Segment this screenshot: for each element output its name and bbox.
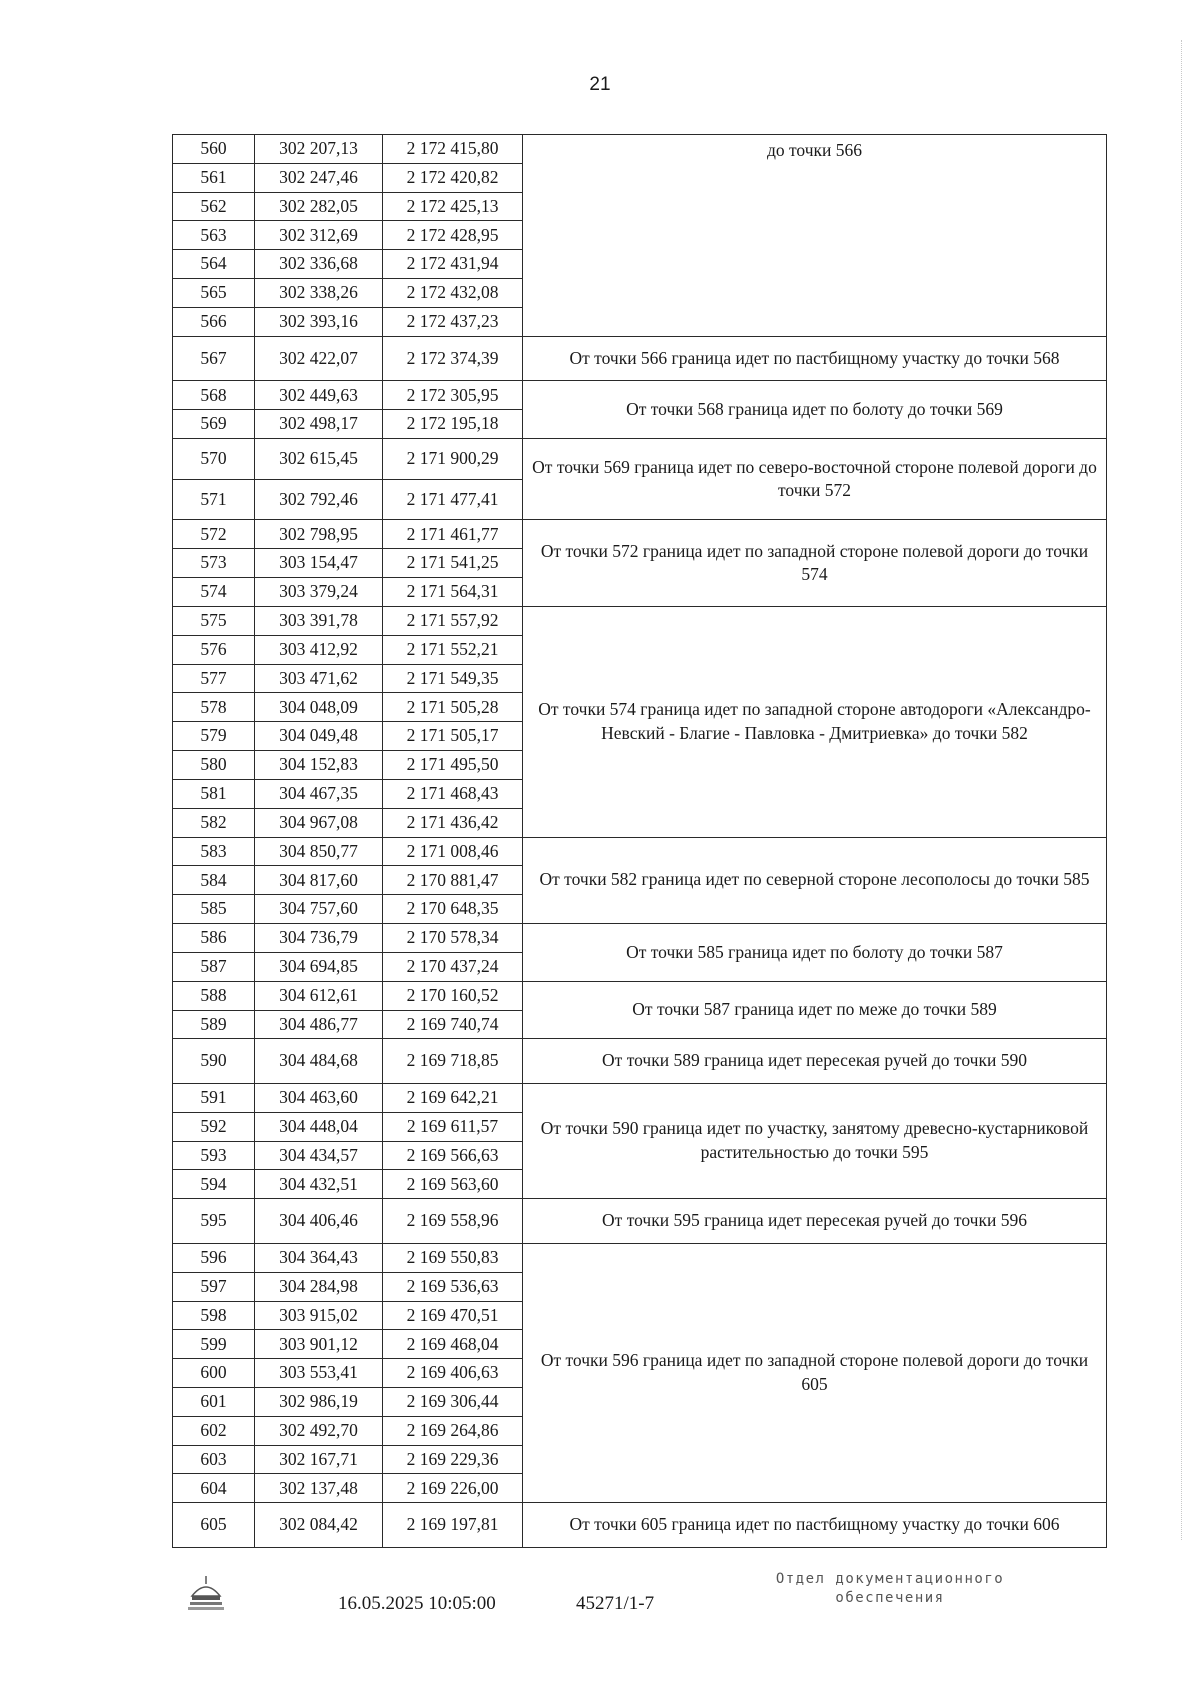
cell-y: 2 169 306,44 <box>383 1388 523 1417</box>
cell-point: 575 <box>173 606 255 635</box>
cell-point: 561 <box>173 163 255 192</box>
cell-y: 2 169 470,51 <box>383 1301 523 1330</box>
cell-point: 583 <box>173 837 255 866</box>
cell-x: 304 406,46 <box>255 1199 383 1244</box>
department-line-2: обеспечения <box>835 1589 945 1606</box>
table-row <box>173 1083 1107 1112</box>
cell-y: 2 172 437,23 <box>383 307 523 336</box>
cell-y: 2 170 881,47 <box>383 866 523 895</box>
cell-x: 302 312,69 <box>255 221 383 250</box>
cell-y: 2 172 431,94 <box>383 250 523 279</box>
cell-y: 2 169 718,85 <box>383 1039 523 1084</box>
cell-boundary-description: От точки 595 граница идет пересекая ручей до точки 596 <box>523 1199 1107 1244</box>
cell-point: 587 <box>173 952 255 981</box>
cell-point: 600 <box>173 1359 255 1388</box>
cell-y: 2 172 305,95 <box>383 381 523 410</box>
cell-point: 598 <box>173 1301 255 1330</box>
cell-y: 2 169 563,60 <box>383 1170 523 1199</box>
cell-y: 2 171 461,77 <box>383 520 523 549</box>
cell-x: 304 467,35 <box>255 779 383 808</box>
cell-point: 580 <box>173 751 255 780</box>
cell-x: 304 152,83 <box>255 751 383 780</box>
cell-x: 303 553,41 <box>255 1359 383 1388</box>
cell-point: 563 <box>173 221 255 250</box>
cell-boundary-description: От точки 568 граница идет по болоту до точки 569 <box>523 381 1107 439</box>
cell-point: 565 <box>173 279 255 308</box>
cell-point: 572 <box>173 520 255 549</box>
cell-y: 2 169 197,81 <box>383 1503 523 1548</box>
table-row <box>173 1243 1107 1272</box>
cell-point: 594 <box>173 1170 255 1199</box>
cell-x: 304 817,60 <box>255 866 383 895</box>
cell-y: 2 172 374,39 <box>383 336 523 381</box>
cell-point: 601 <box>173 1388 255 1417</box>
cell-y: 2 169 406,63 <box>383 1359 523 1388</box>
cell-x: 304 486,77 <box>255 1010 383 1039</box>
cell-boundary-description: От точки 566 граница идет по пастбищному участку до точки 568 <box>523 336 1107 381</box>
cell-x: 304 434,57 <box>255 1141 383 1170</box>
cell-x: 302 422,07 <box>255 336 383 381</box>
cell-x: 304 364,43 <box>255 1243 383 1272</box>
cell-point: 585 <box>173 895 255 924</box>
cell-x: 302 498,17 <box>255 410 383 439</box>
cell-point: 582 <box>173 808 255 837</box>
table-row <box>173 1503 1107 1548</box>
cell-x: 304 048,09 <box>255 693 383 722</box>
cell-y: 2 169 468,04 <box>383 1330 523 1359</box>
cell-boundary-description: От точки 605 граница идет по пастбищному участку до точки 606 <box>523 1503 1107 1548</box>
table-row <box>173 981 1107 1010</box>
table-row <box>173 606 1107 635</box>
table-row <box>173 381 1107 410</box>
cell-point: 592 <box>173 1112 255 1141</box>
cell-x: 302 282,05 <box>255 192 383 221</box>
cell-y: 2 172 425,13 <box>383 192 523 221</box>
cell-point: 560 <box>173 135 255 164</box>
cell-point: 569 <box>173 410 255 439</box>
coordinates-table-wrapper <box>172 134 1106 1548</box>
cell-y: 2 171 468,43 <box>383 779 523 808</box>
cell-point: 591 <box>173 1083 255 1112</box>
cell-point: 576 <box>173 635 255 664</box>
cell-y: 2 171 557,92 <box>383 606 523 635</box>
cell-point: 603 <box>173 1445 255 1474</box>
cell-x: 303 901,12 <box>255 1330 383 1359</box>
cell-x: 302 167,71 <box>255 1445 383 1474</box>
cell-boundary-description: От точки 572 граница идет по западной стороне полевой дороги до точки 574 <box>523 520 1107 606</box>
table-row <box>173 520 1107 549</box>
footer-department-stamp <box>740 1570 1040 1608</box>
cell-x: 302 798,95 <box>255 520 383 549</box>
cell-point: 584 <box>173 866 255 895</box>
cell-boundary-description: От точки 574 граница идет по западной стороне автодороги «Александро-Невский - Благие - Павловка - Дмитриевка» до точки 582 <box>523 606 1107 837</box>
table-row <box>173 336 1107 381</box>
cell-x: 302 986,19 <box>255 1388 383 1417</box>
cell-y: 2 172 420,82 <box>383 163 523 192</box>
cell-y: 2 169 536,63 <box>383 1272 523 1301</box>
cell-x: 302 393,16 <box>255 307 383 336</box>
cell-x: 304 612,61 <box>255 981 383 1010</box>
cell-y: 2 171 552,21 <box>383 635 523 664</box>
cell-point: 589 <box>173 1010 255 1039</box>
cell-x: 302 336,68 <box>255 250 383 279</box>
cell-point: 562 <box>173 192 255 221</box>
cell-point: 593 <box>173 1141 255 1170</box>
cell-x: 303 391,78 <box>255 606 383 635</box>
cell-point: 568 <box>173 381 255 410</box>
table-row <box>173 837 1107 866</box>
coordinates-table <box>172 134 1107 1548</box>
table-row <box>173 1199 1107 1244</box>
cell-x: 302 449,63 <box>255 381 383 410</box>
cell-point: 567 <box>173 336 255 381</box>
cell-point: 571 <box>173 479 255 520</box>
cell-y: 2 171 436,42 <box>383 808 523 837</box>
cell-point: 574 <box>173 578 255 607</box>
cell-y: 2 171 564,31 <box>383 578 523 607</box>
cell-y: 2 169 642,21 <box>383 1083 523 1112</box>
cell-y: 2 169 229,36 <box>383 1445 523 1474</box>
emblem-logo-icon <box>184 1570 228 1614</box>
cell-point: 602 <box>173 1416 255 1445</box>
cell-x: 303 412,92 <box>255 635 383 664</box>
table-row <box>173 924 1107 953</box>
cell-x: 303 154,47 <box>255 549 383 578</box>
cell-y: 2 172 428,95 <box>383 221 523 250</box>
cell-point: 596 <box>173 1243 255 1272</box>
cell-boundary-description: От точки 596 граница идет по западной стороне полевой дороги до точки 605 <box>523 1243 1107 1502</box>
cell-y: 2 170 648,35 <box>383 895 523 924</box>
cell-y: 2 169 566,63 <box>383 1141 523 1170</box>
cell-y: 2 169 740,74 <box>383 1010 523 1039</box>
cell-y: 2 170 160,52 <box>383 981 523 1010</box>
cell-boundary-description: От точки 590 граница идет по участку, занятому древесно-кустарниковой растительностью до точки 595 <box>523 1083 1107 1198</box>
cell-y: 2 169 226,00 <box>383 1474 523 1503</box>
cell-y: 2 169 550,83 <box>383 1243 523 1272</box>
cell-x: 304 463,60 <box>255 1083 383 1112</box>
cell-x: 304 850,77 <box>255 837 383 866</box>
cell-x: 303 379,24 <box>255 578 383 607</box>
cell-point: 573 <box>173 549 255 578</box>
cell-point: 578 <box>173 693 255 722</box>
cell-point: 570 <box>173 439 255 480</box>
coordinates-table-body <box>173 135 1107 1548</box>
cell-boundary-description: От точки 587 граница идет по меже до точки 589 <box>523 981 1107 1039</box>
cell-point: 581 <box>173 779 255 808</box>
cell-y: 2 171 477,41 <box>383 479 523 520</box>
cell-boundary-description: От точки 585 граница идет по болоту до точки 587 <box>523 924 1107 982</box>
cell-x: 304 049,48 <box>255 722 383 751</box>
cell-point: 597 <box>173 1272 255 1301</box>
table-row <box>173 439 1107 480</box>
cell-y: 2 170 437,24 <box>383 952 523 981</box>
cell-boundary-description: От точки 589 граница идет пересекая ручей до точки 590 <box>523 1039 1107 1084</box>
cell-x: 302 492,70 <box>255 1416 383 1445</box>
cell-x: 304 967,08 <box>255 808 383 837</box>
cell-point: 586 <box>173 924 255 953</box>
cell-x: 303 471,62 <box>255 664 383 693</box>
department-line-1: Отдел документационного <box>775 1571 1005 1587</box>
cell-y: 2 171 549,35 <box>383 664 523 693</box>
cell-y: 2 172 415,80 <box>383 135 523 164</box>
cell-x: 302 338,26 <box>255 279 383 308</box>
cell-y: 2 171 900,29 <box>383 439 523 480</box>
cell-boundary-description: От точки 569 граница идет по северо-восточной стороне полевой дороги до точки 572 <box>523 439 1107 520</box>
cell-point: 564 <box>173 250 255 279</box>
cell-x: 302 207,13 <box>255 135 383 164</box>
cell-boundary-description: От точки 582 граница идет по северной стороне лесополосы до точки 585 <box>523 837 1107 923</box>
margin-scan-marks <box>1181 40 1192 1540</box>
cell-y: 2 171 505,17 <box>383 722 523 751</box>
table-row <box>173 1039 1107 1084</box>
cell-x: 303 915,02 <box>255 1301 383 1330</box>
cell-x: 304 448,04 <box>255 1112 383 1141</box>
page-number: 21 <box>589 74 611 95</box>
cell-y: 2 169 264,86 <box>383 1416 523 1445</box>
cell-x: 302 615,45 <box>255 439 383 480</box>
cell-x: 304 284,98 <box>255 1272 383 1301</box>
cell-point: 605 <box>173 1503 255 1548</box>
cell-point: 599 <box>173 1330 255 1359</box>
cell-point: 604 <box>173 1474 255 1503</box>
cell-point: 588 <box>173 981 255 1010</box>
cell-y: 2 171 008,46 <box>383 837 523 866</box>
cell-y: 2 172 432,08 <box>383 279 523 308</box>
cell-x: 302 084,42 <box>255 1503 383 1548</box>
cell-y: 2 171 541,25 <box>383 549 523 578</box>
cell-x: 304 484,68 <box>255 1039 383 1084</box>
cell-x: 304 432,51 <box>255 1170 383 1199</box>
cell-y: 2 171 495,50 <box>383 751 523 780</box>
cell-y: 2 172 195,18 <box>383 410 523 439</box>
cell-y: 2 169 558,96 <box>383 1199 523 1244</box>
table-row <box>173 135 1107 164</box>
footer-document-code: 45271/1-7 <box>576 1593 655 1614</box>
cell-y: 2 169 611,57 <box>383 1112 523 1141</box>
footer-datetime: 16.05.2025 10:05:00 <box>338 1593 496 1614</box>
cell-x: 302 792,46 <box>255 479 383 520</box>
cell-point: 566 <box>173 307 255 336</box>
cell-y: 2 170 578,34 <box>383 924 523 953</box>
cell-x: 304 694,85 <box>255 952 383 981</box>
cell-point: 590 <box>173 1039 255 1084</box>
cell-point: 577 <box>173 664 255 693</box>
cell-x: 304 736,79 <box>255 924 383 953</box>
cell-point: 579 <box>173 722 255 751</box>
cell-x: 304 757,60 <box>255 895 383 924</box>
cell-x: 302 137,48 <box>255 1474 383 1503</box>
cell-y: 2 171 505,28 <box>383 693 523 722</box>
cell-boundary-description: до точки 566 <box>523 135 1107 337</box>
cell-x: 302 247,46 <box>255 163 383 192</box>
cell-point: 595 <box>173 1199 255 1244</box>
